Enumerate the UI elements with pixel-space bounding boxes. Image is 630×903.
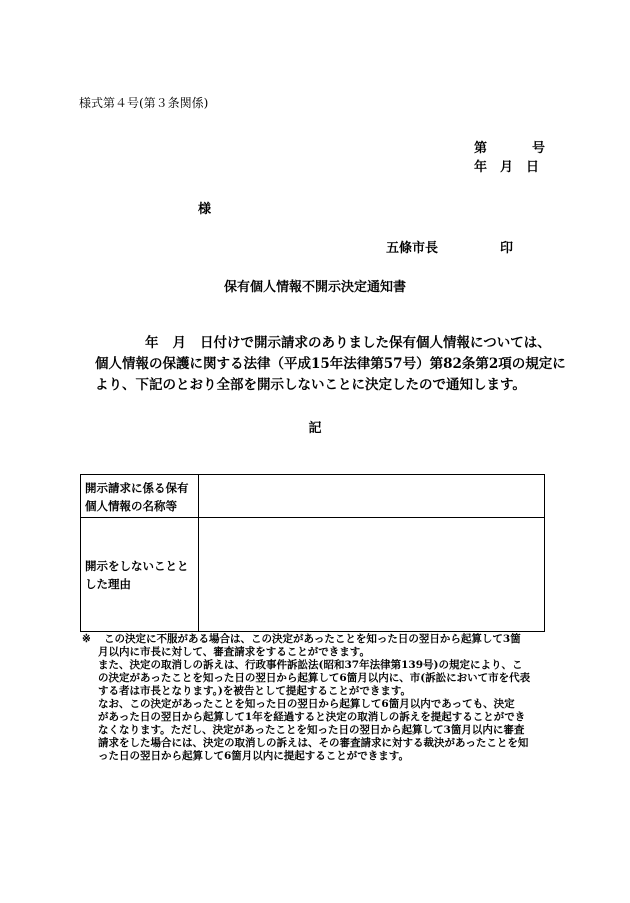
- ki-heading: 記: [308, 421, 322, 436]
- note-mark: ※: [82, 633, 91, 645]
- addressee: 様: [198, 202, 212, 217]
- row-label-reason: [81, 518, 199, 632]
- issuer-name: 五條市長: [386, 241, 439, 256]
- note-text: 請求をした場合には、決定の取消しの訴えは、その審査請求に対する裁決があったことを知: [98, 737, 529, 749]
- body-line-1-rest: 日付けで開示請求のありました保有個人情報については、: [200, 335, 551, 351]
- note-line: [82, 698, 552, 711]
- note-line: [82, 724, 552, 737]
- row-label-line: 個人情報の名称等: [85, 499, 177, 513]
- date-month: 月: [500, 160, 514, 175]
- note-line: [82, 685, 552, 698]
- note-text: この決定に不服がある場合は、この決定があったことを知った日の翌日から起算して3箇: [104, 633, 521, 645]
- body-line-1: [95, 333, 565, 354]
- body-text: [95, 333, 565, 396]
- form-number: 様式第４号(第３条関係): [79, 96, 209, 110]
- issuer: [386, 237, 513, 256]
- body-line-2: 個人情報の保護に関する法律（平成15年法律第57号）第82条第2項の規定に: [95, 356, 566, 372]
- date-year: 年: [474, 160, 488, 175]
- note-text: った日の翌日から起算して6箇月以内に提起することができます。: [98, 750, 409, 762]
- notice-number-suffix: 号: [532, 141, 546, 156]
- note-line: [82, 659, 552, 672]
- note-line: [82, 646, 552, 659]
- notice-date: [474, 156, 539, 175]
- notes: [82, 633, 552, 763]
- row-label-info-name: [81, 475, 199, 517]
- row-label-line: 開示請求に係る保有: [85, 481, 189, 495]
- table-row: [81, 475, 544, 518]
- note-line: [82, 750, 552, 763]
- body-year: 年: [145, 335, 159, 351]
- info-table: [80, 474, 545, 632]
- note-text: の決定があったことを知った日の翌日から起算して6箇月以内に、市(訴訟において市を代表: [98, 672, 531, 684]
- notice-number-prefix: 第: [474, 141, 488, 156]
- note-line: [82, 711, 552, 724]
- note-text: 月以内に市長に対して、審査請求をすることができます。: [98, 646, 370, 658]
- note-line: [82, 737, 552, 750]
- note-text: があった日の翌日から起算して1年を経過すると決定の取消しの訴えを提起することができ: [98, 711, 526, 723]
- row-label-line: 開示をしないことと: [85, 559, 189, 573]
- note-text: また、決定の取消しの訴えは、行政事件訴訟法(昭和37年法律第139号)の規定により、こ: [98, 659, 523, 671]
- document-title: 保有個人情報不開示決定通知書: [223, 280, 406, 295]
- issuer-seal: 印: [500, 241, 514, 256]
- date-day: 日: [526, 160, 540, 175]
- note-line: [82, 672, 552, 685]
- table-row: [81, 518, 544, 632]
- notice-number: [474, 137, 545, 156]
- note-text: なくなります。ただし、決定があったことを知った日の翌日から起算して3箇月以内に審査: [98, 724, 525, 736]
- note-line: [82, 633, 552, 646]
- note-text: なお、この決定があったことを知った日の翌日から起算して6箇月以内であっても、決定: [98, 698, 515, 710]
- note-text: する者は市長となります。)を被告として提起することができます。: [98, 685, 412, 697]
- row-label-line: した理由: [85, 577, 131, 591]
- body-month: 月: [172, 335, 186, 351]
- body-line-3: より、下記のとおり全部を開示しないことに決定したので通知します。: [95, 377, 526, 393]
